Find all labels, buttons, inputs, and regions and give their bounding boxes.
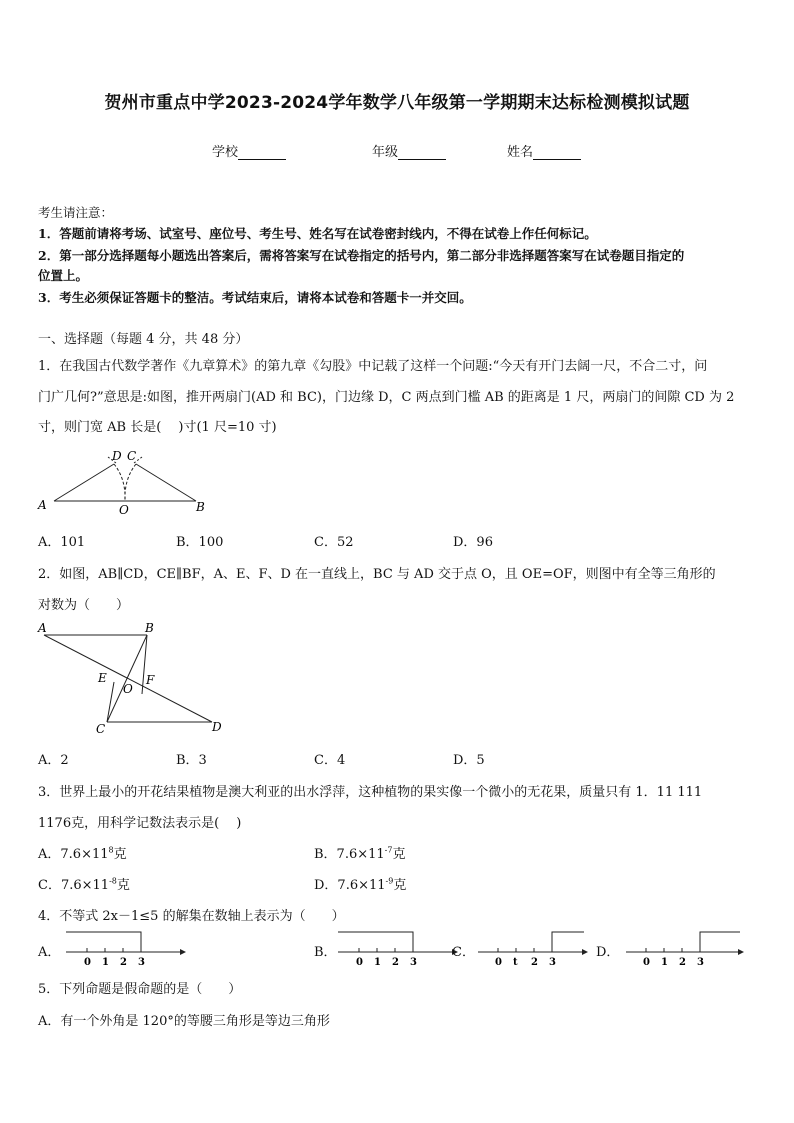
q3-option-a-exp: 8: [108, 845, 114, 855]
q4c-tick-2: 2: [531, 957, 538, 968]
q1-option-d[interactable]: D．96: [453, 535, 493, 550]
q3-option-a-unit: 克: [113, 847, 127, 862]
q2-option-d[interactable]: D．5: [453, 753, 485, 768]
q4-numberline-a: [64, 928, 186, 968]
q3-option-c[interactable]: [38, 874, 130, 893]
q2-option-a[interactable]: A．2: [38, 753, 69, 768]
q4-line: 4．不等式 2x－1≤5 的解集在数轴上表示为（ ）: [38, 909, 345, 924]
grade-blank: [398, 147, 446, 160]
q4d-tick-2: 2: [679, 957, 686, 968]
notice-item-1: 1．答题前请将考场、试室号、座位号、考生号、姓名写在试卷密封线内，不得在试卷上作任何标记。: [38, 226, 597, 241]
q3-option-d-base: D．7.6×11: [314, 878, 386, 893]
q4c-tick-3: 3: [549, 957, 556, 968]
q3-option-b-unit: 克: [392, 847, 406, 862]
grade-label: 年级: [372, 145, 399, 160]
q2-label-b: B: [145, 621, 154, 635]
q1-label-o: O: [119, 503, 129, 517]
q3-option-d-exp: -9: [385, 876, 394, 886]
notice-item-3: 3．考生必须保证答题卡的整洁。考试结束后，请将本试卷和答题卡一并交回。: [38, 290, 472, 305]
name-blank: [533, 147, 581, 160]
q4d-tick-3: 3: [697, 957, 704, 968]
notice-heading: 考生请注意：: [38, 205, 114, 220]
q4b-tick-2: 2: [392, 957, 399, 968]
q2-label-a: A: [38, 621, 47, 635]
q4b-tick-3: 3: [410, 957, 417, 968]
q1-line-2: 门广几何?”意思是:如图，推开两扇门(AD 和 BC)，门边缘 D，C 两点到门槛 AB 的距离是 1 尺，两扇门的间隙 CD 为 2: [38, 390, 735, 405]
q3-option-a[interactable]: [38, 843, 127, 862]
q2-option-b[interactable]: B．3: [176, 753, 207, 768]
q3-option-c-exp: -8: [109, 876, 117, 886]
school-label: 学校: [212, 145, 239, 160]
q4a-tick-3: 3: [138, 957, 145, 968]
q2-label-o: O: [123, 682, 133, 696]
q1-option-a[interactable]: A．101: [38, 535, 86, 550]
q1-label-d: D: [112, 449, 122, 463]
q3-option-b[interactable]: [314, 843, 405, 862]
q4b-tick-0: 0: [356, 957, 363, 968]
q3-line-1: 3．世界上最小的开花结果植物是澳大利亚的出水浮萍，这种植物的果实像一个微小的无花果，质量只有 1．11 111: [38, 785, 703, 800]
q4a-tick-0: 0: [84, 957, 91, 968]
q4-option-b[interactable]: B．: [314, 945, 337, 960]
q2-line-2: 对数为（ ）: [38, 598, 130, 613]
q4c-tick-1: t: [513, 957, 518, 968]
q1-figure: [36, 445, 216, 520]
q4c-tick-0: 0: [495, 957, 502, 968]
notice-item-2-cont: 位置上。: [38, 268, 89, 283]
q3-option-a-base: A．7.6×11: [38, 847, 109, 862]
q2-label-c: C: [96, 722, 106, 736]
q4d-tick-0: 0: [643, 957, 650, 968]
q1-label-a: A: [38, 498, 47, 512]
q3-option-b-exp: -7: [384, 845, 393, 855]
q3-option-d-unit: 克: [393, 878, 407, 893]
q4d-tick-1: 1: [661, 957, 668, 968]
grade-field: [372, 141, 446, 160]
q4a-tick-1: 1: [102, 957, 109, 968]
q5-option-a[interactable]: A．有一个外角是 120°的等腰三角形是等边三角形: [38, 1014, 330, 1029]
q4-numberline-c: [476, 928, 590, 968]
section-heading: 一、选择题（每题 4 分，共 48 分）: [38, 332, 249, 347]
q4-option-a[interactable]: A．: [38, 945, 61, 960]
school-blank: [238, 147, 286, 160]
q1-option-b[interactable]: B．100: [176, 535, 224, 550]
q5-line: 5．下列命题是假命题的是（ ）: [38, 982, 242, 997]
q3-option-c-unit: 克: [116, 878, 130, 893]
q4a-tick-2: 2: [120, 957, 127, 968]
q1-line-1: 1．在我国古代数学著作《九章算术》的第九章《勾股》中记载了这样一个问题:“今天有开门去阔一尺，不合二寸，问: [38, 359, 708, 374]
notice-item-2: 2．第一部分选择题每小题选出答案后，需将答案写在试卷指定的括号内，第二部分非选择题答案写在试卷题目指定的: [38, 248, 685, 263]
q4-numberline-d: [624, 928, 746, 968]
q1-label-b: B: [196, 500, 205, 514]
q2-figure: [34, 618, 234, 740]
q2-option-c[interactable]: C．4: [314, 753, 346, 768]
q2-label-e: E: [98, 671, 107, 685]
q1-option-c[interactable]: C．52: [314, 535, 354, 550]
q2-line-1: 2．如图，AB∥CD，CE∥BF，A、E、F、D 在一直线上，BC 与 AD 交于点 O，且 OE=OF，则图中有全等三角形的: [38, 567, 716, 582]
q3-line-2: 1176克，用科学记数法表示是( ): [38, 816, 242, 831]
q4b-tick-1: 1: [374, 957, 381, 968]
page-title: 贺州市重点中学2023-2024学年数学八年级第一学期期末达标检测模拟试题: [104, 93, 690, 113]
name-label: 姓名: [507, 145, 534, 160]
q3-option-c-base: C．7.6×11: [38, 878, 110, 893]
q1-label-c: C: [127, 449, 137, 463]
q2-label-d: D: [212, 720, 222, 734]
q4-numberline-b: [336, 928, 458, 968]
q1-line-3: 寸，则门宽 AB 长是( )寸(1 尺=10 寸): [38, 420, 277, 435]
q3-option-b-base: B．7.6×11: [314, 847, 385, 862]
q3-option-d[interactable]: [314, 874, 406, 893]
q2-label-f: F: [146, 673, 155, 687]
school-field: [212, 141, 286, 160]
name-field: [507, 141, 581, 160]
q4-option-c[interactable]: C．: [452, 945, 475, 960]
q4-option-d[interactable]: D．: [596, 945, 620, 960]
